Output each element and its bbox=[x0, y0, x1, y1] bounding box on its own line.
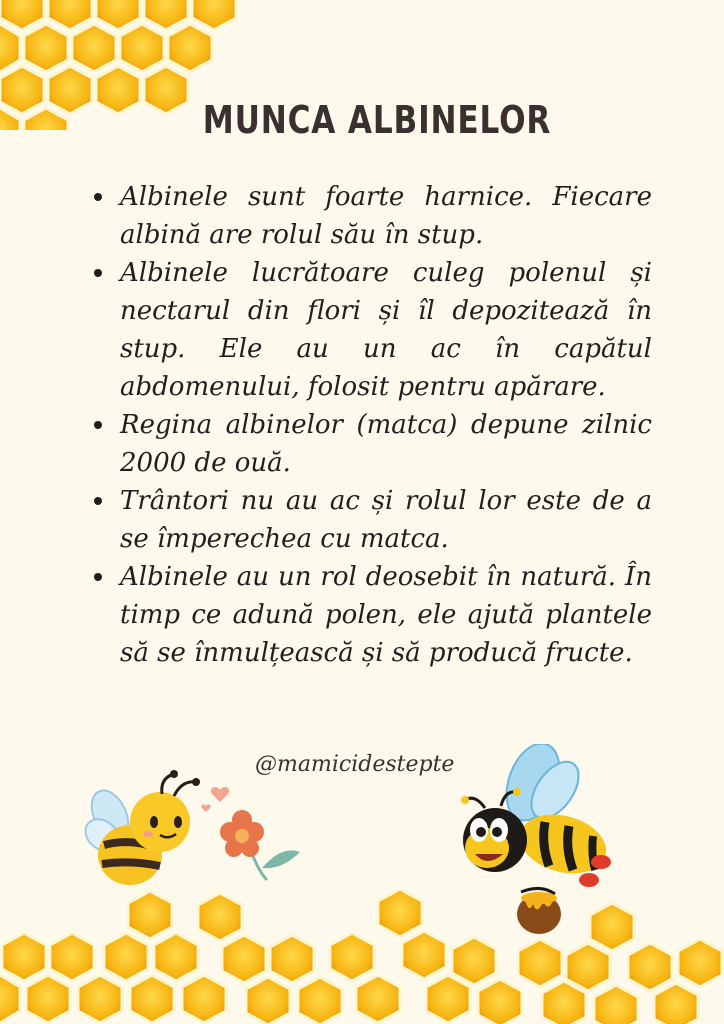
list-item bbox=[92, 482, 652, 558]
bullet-icon bbox=[94, 193, 102, 201]
author-handle: @mamicidestepte bbox=[255, 752, 455, 777]
list-item-text: Albinele sunt foarte harnice. Fiecare albină are rolul său în stup. bbox=[120, 182, 652, 250]
list-item-text: Trântori nu au ac și rolul lor este de a se împerechea cu matca. bbox=[120, 486, 652, 554]
bullet-icon bbox=[94, 573, 102, 581]
flower-icon bbox=[220, 810, 300, 880]
honeycomb-bottom-decoration bbox=[0, 889, 724, 1024]
bee-icon bbox=[461, 744, 613, 887]
list-item bbox=[92, 254, 652, 406]
bee-icon bbox=[82, 770, 200, 885]
list-item bbox=[92, 406, 652, 482]
list-item bbox=[92, 558, 652, 672]
bullet-icon bbox=[94, 497, 102, 505]
facts-list bbox=[92, 178, 652, 672]
list-item-text: Albinele lucrătoare culeg polenul și nectarul din flori și îl depozitează în stup. Ele au un ac în capătul abdomenului, folosit pentru apărare. bbox=[120, 258, 652, 402]
bullet-icon bbox=[94, 269, 102, 277]
page-title: MUNCA ALBINELOR bbox=[202, 98, 552, 142]
bee-with-flower-illustration bbox=[82, 760, 312, 900]
heart-icon bbox=[201, 787, 229, 812]
list-item-text: Albinele au un rol deosebit în natură. În timp ce adună polen, ele ajută plantele să se înmulțească și să producă fructe. bbox=[120, 562, 652, 668]
list-item bbox=[92, 178, 652, 254]
list-item-text: Regina albinelor (matca) depune zilnic 2000 de ouă. bbox=[120, 410, 652, 478]
bullet-icon bbox=[94, 421, 102, 429]
